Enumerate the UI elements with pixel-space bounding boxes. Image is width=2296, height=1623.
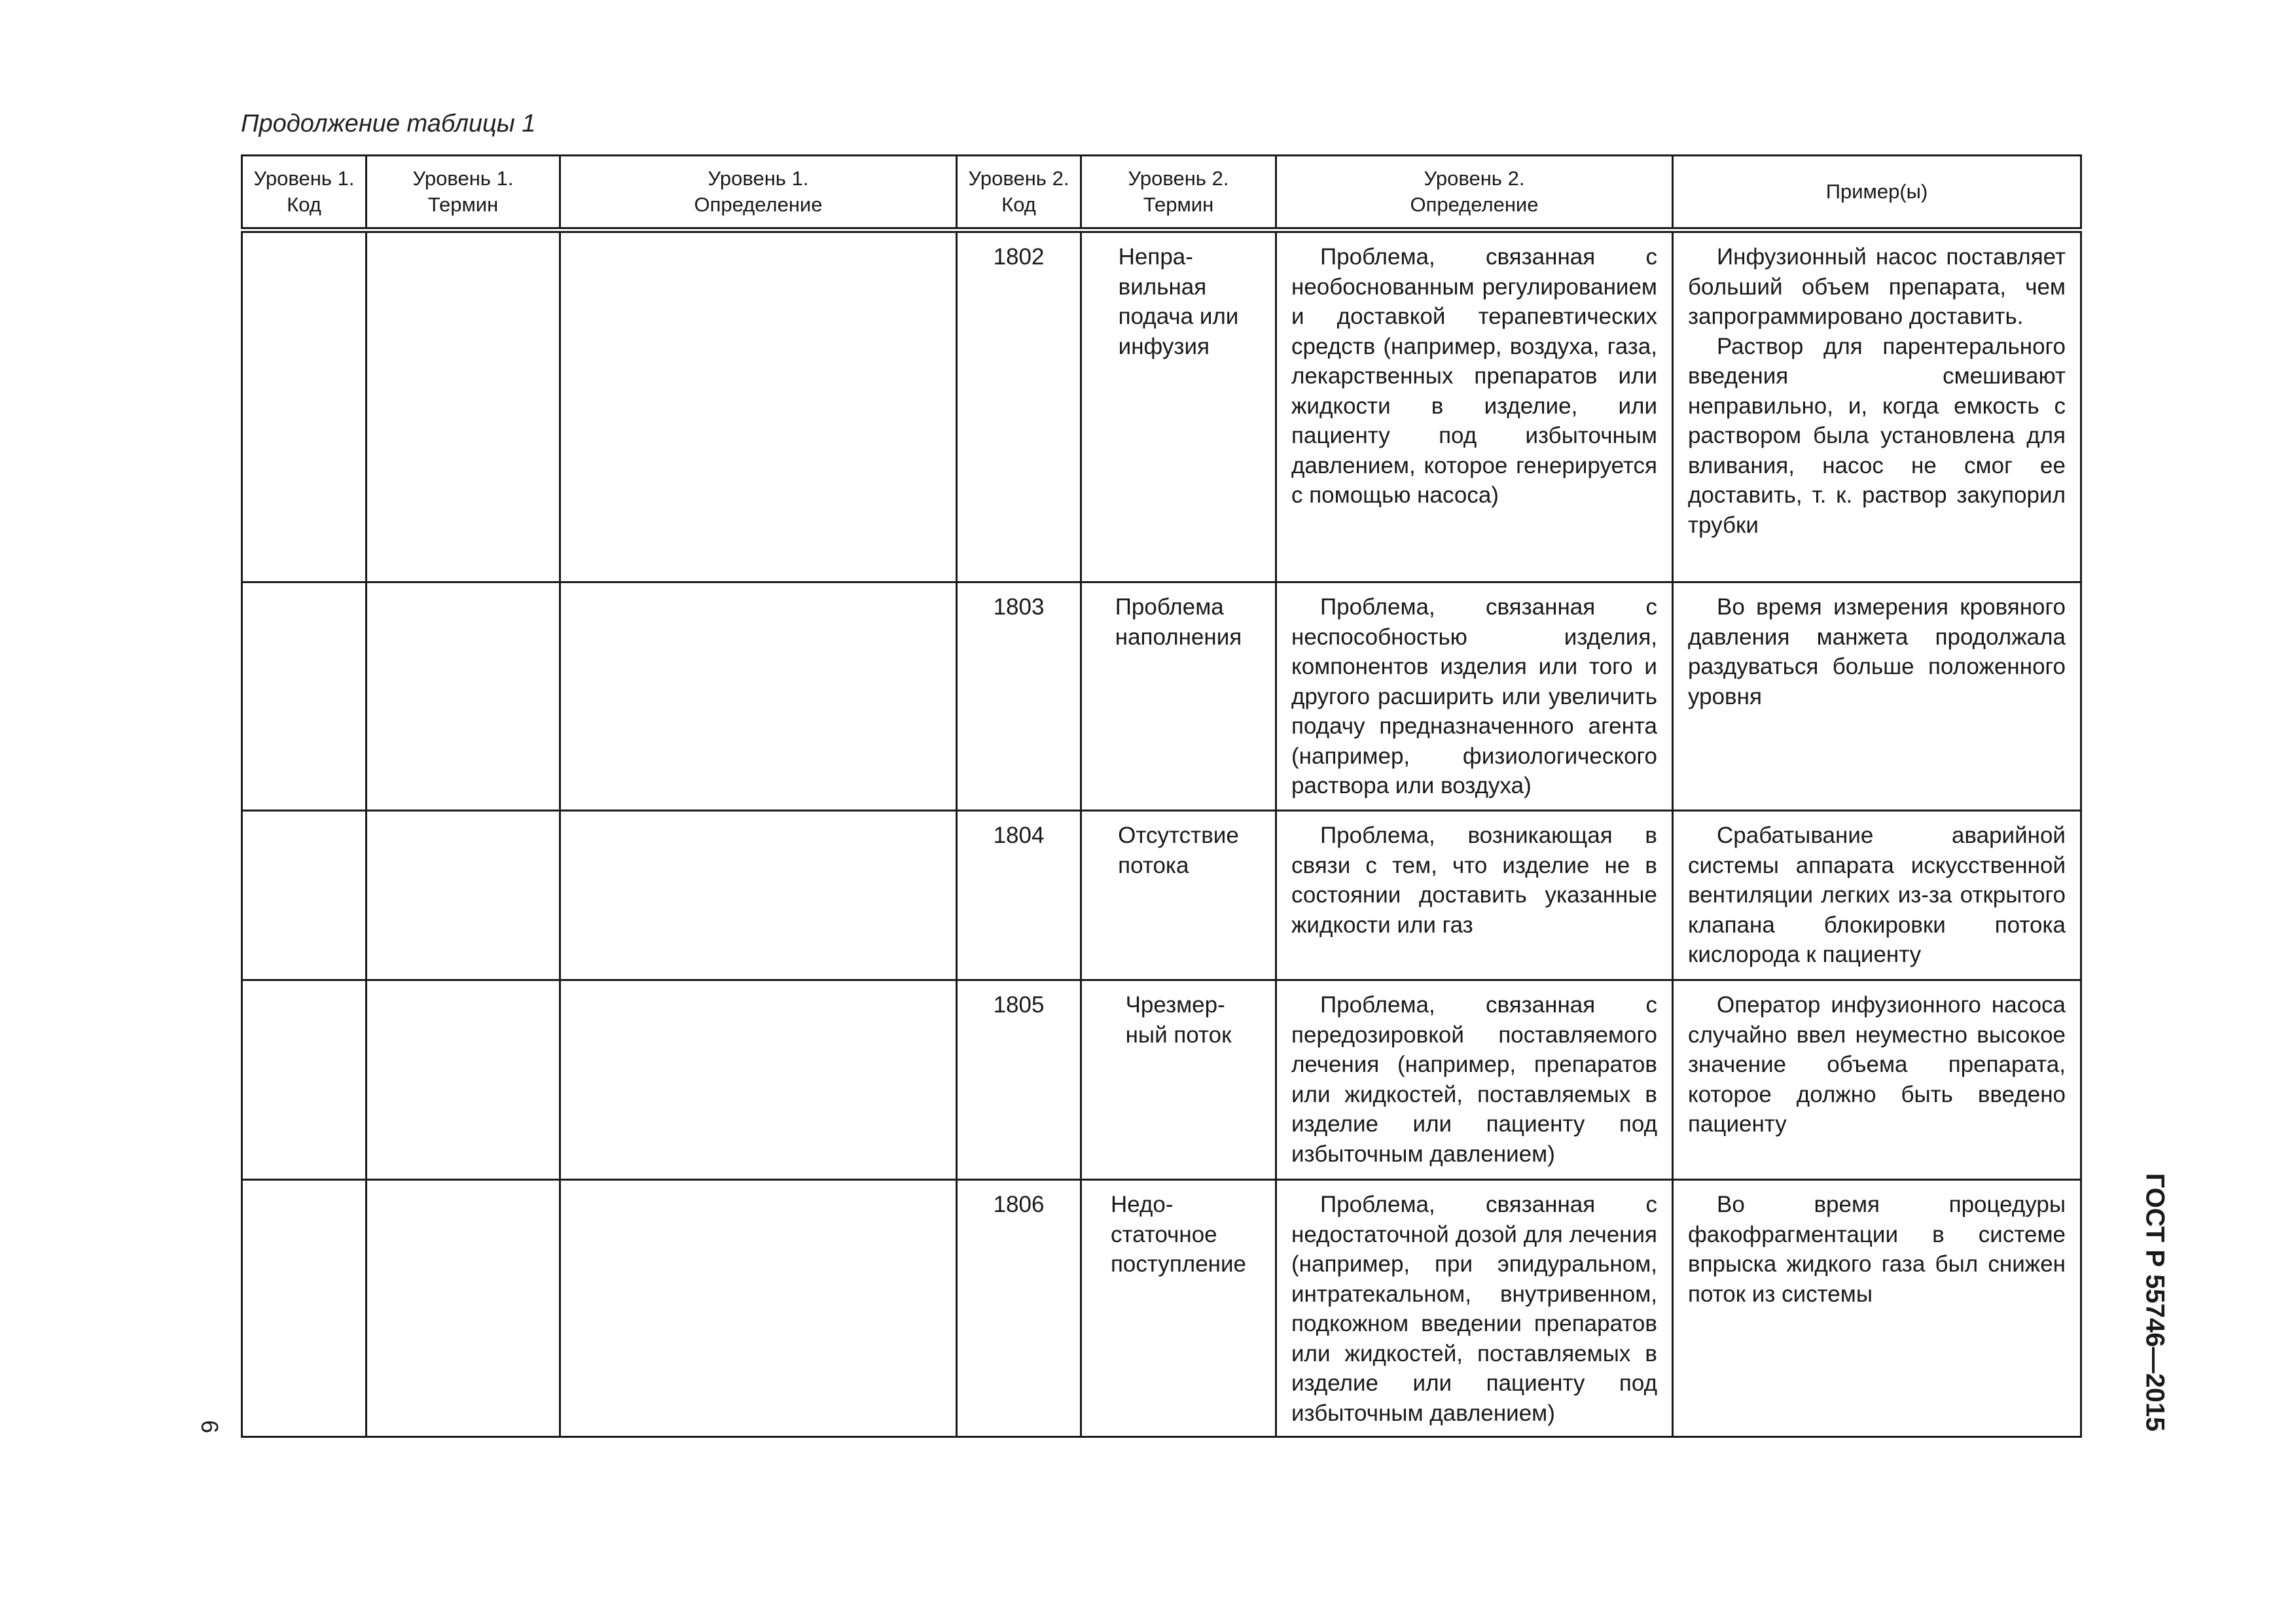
- header-level2-definition-label: Уровень 2. Определение: [1410, 167, 1539, 216]
- header-level2-code: [957, 156, 1081, 230]
- example-text: Во время измерения кровяного давления манжета продолжала раздуваться больше положенного уровня: [1688, 594, 2066, 709]
- header-level1-term-label: Уровень 1. Термин: [412, 167, 514, 216]
- example-text: Срабатывание аварийной системы аппарата искусственной вентиляции легких из-за открытого клапана блокировки потока кислорода к пациенту: [1688, 823, 2066, 967]
- level2-term-cell: [1081, 230, 1276, 582]
- header-examples-label: Пример(ы): [1825, 180, 1928, 203]
- header-level1-code-label: Уровень 1. Код: [253, 167, 355, 216]
- level2-term-text: Непра- вильная подача или инфузия: [1118, 244, 1239, 359]
- table-caption: Продолжение таблицы 1: [241, 110, 536, 137]
- table-row: [242, 230, 2081, 582]
- table-row: [242, 811, 2081, 980]
- level2-definition-cell: [1276, 1180, 1673, 1437]
- definition-text: Проблема, связанная с необоснованным регулированием и доставкой терапевтических средств (например, воздуха, газа, лекарственных препаратов или жидкости в изделие, или пациенту под избыточным давлением, которое генерируется с помощью насоса): [1291, 244, 1657, 508]
- header-level2-definition: [1276, 156, 1673, 230]
- examples-cell: [1673, 980, 2081, 1180]
- level1-definition-cell: [560, 811, 957, 980]
- header-examples: [1673, 156, 2081, 230]
- example-text: Во время процедуры факофрагментации в системе впрыска жидкого газа был снижен поток из системы: [1688, 1192, 2066, 1307]
- header-level1-definition: [560, 156, 957, 230]
- examples-cell: [1673, 1180, 2081, 1437]
- definition-text: Проблема, связанная с передозировкой поставляемого лечения (например, препаратов или жидкостей, поставляемых в изделие или пациенту под избыточным давлением): [1291, 992, 1657, 1167]
- level1-definition-cell: [560, 582, 957, 811]
- level2-term-cell: [1081, 980, 1276, 1180]
- table-header-row: [242, 156, 2081, 230]
- level1-code-cell: [242, 811, 367, 980]
- examples-cell: [1673, 811, 2081, 980]
- level2-term-text: Чрезмер- ный поток: [1125, 992, 1232, 1048]
- header-level2-term: [1081, 156, 1276, 230]
- table-row: [242, 582, 2081, 811]
- level2-term-cell: [1081, 1180, 1276, 1437]
- level2-term-cell: [1081, 582, 1276, 811]
- table-row: [242, 1180, 2081, 1437]
- level2-definition-cell: [1276, 230, 1673, 582]
- level1-term-cell: [367, 582, 560, 811]
- examples-cell: [1673, 582, 2081, 811]
- level2-code-cell: 1803: [957, 582, 1081, 811]
- level2-definition-cell: [1276, 811, 1673, 980]
- level2-term-text: Проблема наполнения: [1115, 594, 1242, 650]
- level1-code-cell: [242, 1180, 367, 1437]
- level2-definition-cell: [1276, 582, 1673, 811]
- level1-term-cell: [367, 980, 560, 1180]
- table-row: [242, 980, 2081, 1180]
- classification-table: [241, 154, 2082, 1438]
- level2-term-text: Недо- статочное поступление: [1110, 1192, 1247, 1277]
- header-level2-code-label: Уровень 2. Код: [968, 167, 1069, 216]
- level2-code-cell: 1805: [957, 980, 1081, 1180]
- document-designation: [2135, 1165, 2174, 1440]
- level1-definition-cell: [560, 980, 957, 1180]
- definition-text: Проблема, связанная с недостаточной дозой для лечения (например, при эпидуральном, интратекальном, внутривенном, подкожном введении препаратов или жидкостей, поставляемых в изделие или пациенту под избыточным давлением): [1291, 1192, 1657, 1426]
- level2-code-cell: 1802: [957, 230, 1081, 582]
- level2-definition-cell: [1276, 980, 1673, 1180]
- definition-text: Проблема, возникающая в связи с тем, что изделие не в состоянии доставить указанные жидкости или газ: [1291, 823, 1657, 938]
- level2-code-cell: 1804: [957, 811, 1081, 980]
- page-number-text: 6: [196, 1419, 223, 1434]
- level2-term-text: Отсутствие потока: [1118, 823, 1239, 878]
- level1-definition-cell: [560, 1180, 957, 1437]
- example-text: Оператор инфузионного насоса случайно ввел неуместно высокое значение объема препарата, которое должно быть введено пациенту: [1688, 992, 2066, 1137]
- example-text: Раствор для парентерального введения смешивают неправильно, и, когда емкость с раствором была установлена для вливания, насос не смог ее доставить, т. к. раствор закупорил трубки: [1688, 333, 2066, 538]
- examples-cell: [1673, 230, 2081, 582]
- level1-term-cell: [367, 230, 560, 582]
- level2-term-cell: [1081, 811, 1276, 980]
- level1-definition-cell: [560, 230, 957, 582]
- header-level1-definition-label: Уровень 1. Определение: [694, 167, 823, 216]
- document-designation-text: ГОСТ Р 55746—2015: [2140, 1173, 2170, 1432]
- level1-term-cell: [367, 811, 560, 980]
- level1-code-cell: [242, 582, 367, 811]
- level1-code-cell: [242, 230, 367, 582]
- level1-code-cell: [242, 980, 367, 1180]
- header-level2-term-label: Уровень 2. Термин: [1128, 167, 1229, 216]
- header-level1-term: [367, 156, 560, 230]
- example-text: Инфузионный насос поставляет больший объем препарата, чем запрограммировано доставить.: [1688, 244, 2066, 329]
- classification-table-container: [241, 154, 2080, 1438]
- header-level1-code: [242, 156, 367, 230]
- level2-code-cell: 1806: [957, 1180, 1081, 1437]
- page-number: [196, 1414, 223, 1440]
- definition-text: Проблема, связанная с неспособностью изделия, компонентов изделия или того и другого расширить или увеличить подачу предназначенного агента (например, физиологического раствора или воздуха): [1291, 594, 1657, 798]
- level1-term-cell: [367, 1180, 560, 1437]
